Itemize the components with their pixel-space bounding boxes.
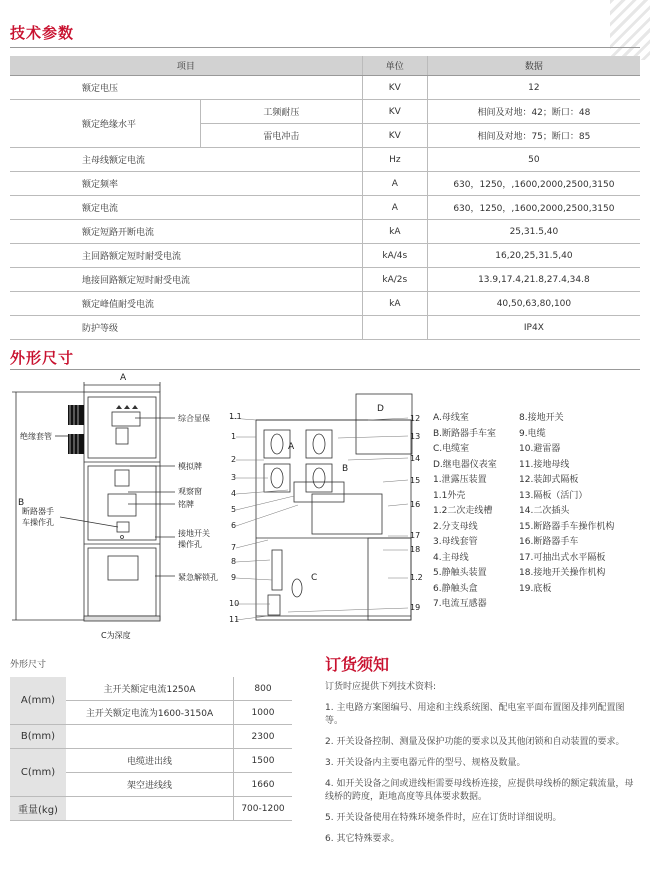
legend-item: 1.1外壳 xyxy=(433,490,466,501)
legend-item: 5.静触头装置 xyxy=(433,568,487,578)
table-row: 额定频率 A 630，1250，,1600,2000,2500,3150 xyxy=(10,172,640,196)
legend-item: 11.接地母线 xyxy=(519,459,570,470)
table-row: 额定电压 KV 12 xyxy=(10,76,640,100)
order-item: 5. 开关设备使用在特殊环境条件时，应在订货时详细说明。 xyxy=(325,813,562,823)
legend-item: 13.隔板（活门） xyxy=(519,490,588,501)
callout-10: 10 xyxy=(229,599,240,608)
spec-section-title: 技术参数 xyxy=(10,24,75,42)
label-nameplate: 铭牌 xyxy=(178,500,194,509)
spec-header-unit: 单位 xyxy=(362,56,427,76)
legend-item: 9.电缆 xyxy=(519,428,546,439)
legend-item: 1.泄露压装置 xyxy=(433,475,487,485)
legend-item: 1.2二次走线槽 xyxy=(433,506,493,516)
legend-left xyxy=(433,411,497,613)
spec-header-item: 项目 xyxy=(10,56,362,76)
label-emergency: 紧急解锁孔 xyxy=(178,573,218,582)
legend-right xyxy=(519,411,614,597)
legend-item: A.母线室 xyxy=(433,413,469,423)
order-section-title: 订货须知 xyxy=(325,655,390,674)
callout-7: 7 xyxy=(231,543,237,552)
dim-b-label: B xyxy=(18,498,25,508)
room-label-b: B xyxy=(342,464,349,474)
callout-11: 11 xyxy=(229,615,240,624)
legend-item: 18.接地开关操作机构 xyxy=(519,568,606,578)
spec-header-row xyxy=(10,56,640,76)
table-row: 重量(kg) 700-1200 xyxy=(10,797,292,821)
section-view-drawing xyxy=(228,390,428,630)
callout-9: 9 xyxy=(231,573,237,582)
table-row: B(mm) 2300 xyxy=(10,725,292,749)
callout-5: 5 xyxy=(231,505,237,514)
callout-16: 16 xyxy=(410,500,421,509)
table-row: 主回路额定短时耐受电流 kA/4s 16,20,25,31.5,40 xyxy=(10,244,640,268)
legend-item: D.继电器仪表室 xyxy=(433,459,497,470)
callout-19: 19 xyxy=(410,603,421,612)
label-breaker-hole-2: 车操作孔 xyxy=(22,518,54,527)
callout-2: 2 xyxy=(231,455,237,464)
spec-table xyxy=(10,56,640,340)
order-item: 4. 如开关设备之间或进线柜需要母线桥连接，应提供母线桥的额定载流量，母线桥的跨度，距地高度等具体要求数据。 xyxy=(325,779,634,802)
label-mimic: 模拟牌 xyxy=(178,462,202,471)
legend-item: 15.断路器手车操作机构 xyxy=(519,521,615,532)
front-caption: C为深度 xyxy=(101,631,131,640)
legend-item: 2.分支母线 xyxy=(433,521,478,532)
label-earth-hole-2: 操作孔 xyxy=(178,540,202,549)
legend-item: 8.接地开关 xyxy=(519,413,564,423)
legend-item: 14.二次插头 xyxy=(519,506,570,516)
room-label-a: A xyxy=(288,442,295,452)
legend-item: 3.母线套管 xyxy=(433,537,478,547)
callout-13: 13 xyxy=(410,432,421,441)
table-row: 防护等级 IP4X xyxy=(10,316,640,340)
table-row: 雷电冲击 KV 相间及对地：75；断口：85 xyxy=(10,124,640,148)
order-item: 1. 主电路方案图编号、用途和主线系统图、配电室平面布置图及排列配置图等。 xyxy=(325,703,625,726)
callout-1: 1 xyxy=(231,432,237,441)
table-row: 主开关额定电流为1600-3150A 1000 xyxy=(10,701,292,725)
room-label-d: D xyxy=(377,404,384,414)
legend-item: C.电缆室 xyxy=(433,444,470,454)
order-item: 6. 其它特殊要求。 xyxy=(325,834,400,844)
decorative-stripes xyxy=(610,0,650,60)
label-window: 观察窗 xyxy=(178,487,202,496)
table-row: C(mm) 电缆进出线 1500 xyxy=(10,749,292,773)
spec-title-rule xyxy=(10,47,640,48)
label-bushing: 绝缘套管 xyxy=(20,432,52,441)
callout-18: 18 xyxy=(410,545,421,554)
table-row: 额定短路开断电流 kA 25,31.5,40 xyxy=(10,220,640,244)
outline-title-rule xyxy=(10,369,640,370)
table-row: 额定绝缘水平 工频耐压 KV 相间及对地：42；断口：48 xyxy=(10,100,640,124)
table-row: 地接回路额定短时耐受电流 kA/2s 13.9,17.4,21.8,27.4,34.8 xyxy=(10,268,640,292)
legend-item: 12.装卸式隔板 xyxy=(519,475,579,485)
order-intro: 订货时应提供下列技术资料: xyxy=(325,682,437,692)
callout-3: 3 xyxy=(231,473,237,482)
callout-8: 8 xyxy=(231,557,237,566)
label-breaker-hole-1: 断路器手 xyxy=(22,507,54,516)
callout-14: 14 xyxy=(410,454,421,463)
order-item: 2. 开关设备控制、测量及保护功能的要求以及其他闭锁和自动装置的要求。 xyxy=(325,737,625,747)
label-indicator: 综合显保 xyxy=(178,414,210,423)
legend-item: 17.可抽出式水平隔板 xyxy=(519,552,606,563)
callout-12: 12 xyxy=(410,414,421,423)
dimensions-table xyxy=(10,677,292,821)
legend-item: 7.电流互感器 xyxy=(433,599,487,609)
room-label-c: C xyxy=(311,573,318,583)
table-row: 主母线额定电流 Hz 50 xyxy=(10,148,640,172)
callout-1-2: 1.2 xyxy=(410,573,423,582)
legend-item: 19.底板 xyxy=(519,583,552,594)
callout-4: 4 xyxy=(231,489,237,498)
table-row: 架空进线线 1660 xyxy=(10,773,292,797)
table-row: 额定电流 A 630，1250，,1600,2000,2500,3150 xyxy=(10,196,640,220)
callout-15: 15 xyxy=(410,476,421,485)
order-notes xyxy=(325,681,635,854)
table-row: A(mm) 主开关额定电流1250A 800 xyxy=(10,677,292,701)
legend-item: B.断路器手车室 xyxy=(433,428,497,439)
dimensions-label: 外形尺寸 xyxy=(10,660,47,670)
legend-item: 16.断路器手车 xyxy=(519,537,579,547)
order-item: 3. 开关设备内主要电器元件的型号、规格及数量。 xyxy=(325,758,526,768)
legend-item: 6.静触头盒 xyxy=(433,583,478,594)
legend-item: 4.主母线 xyxy=(433,552,469,563)
spec-header-value: 数据 xyxy=(427,56,640,76)
dim-a-label: A xyxy=(120,373,127,383)
callout-17: 17 xyxy=(410,531,421,540)
outline-section-title: 外形尺寸 xyxy=(10,349,75,367)
legend-item: 10.避雷器 xyxy=(519,444,561,454)
callout-1-1: 1.1 xyxy=(229,412,242,421)
table-row: 额定峰值耐受电流 kA 40,50,63,80,100 xyxy=(10,292,640,316)
callout-6: 6 xyxy=(231,521,237,530)
label-earth-hole-1: 接地开关 xyxy=(178,529,210,538)
